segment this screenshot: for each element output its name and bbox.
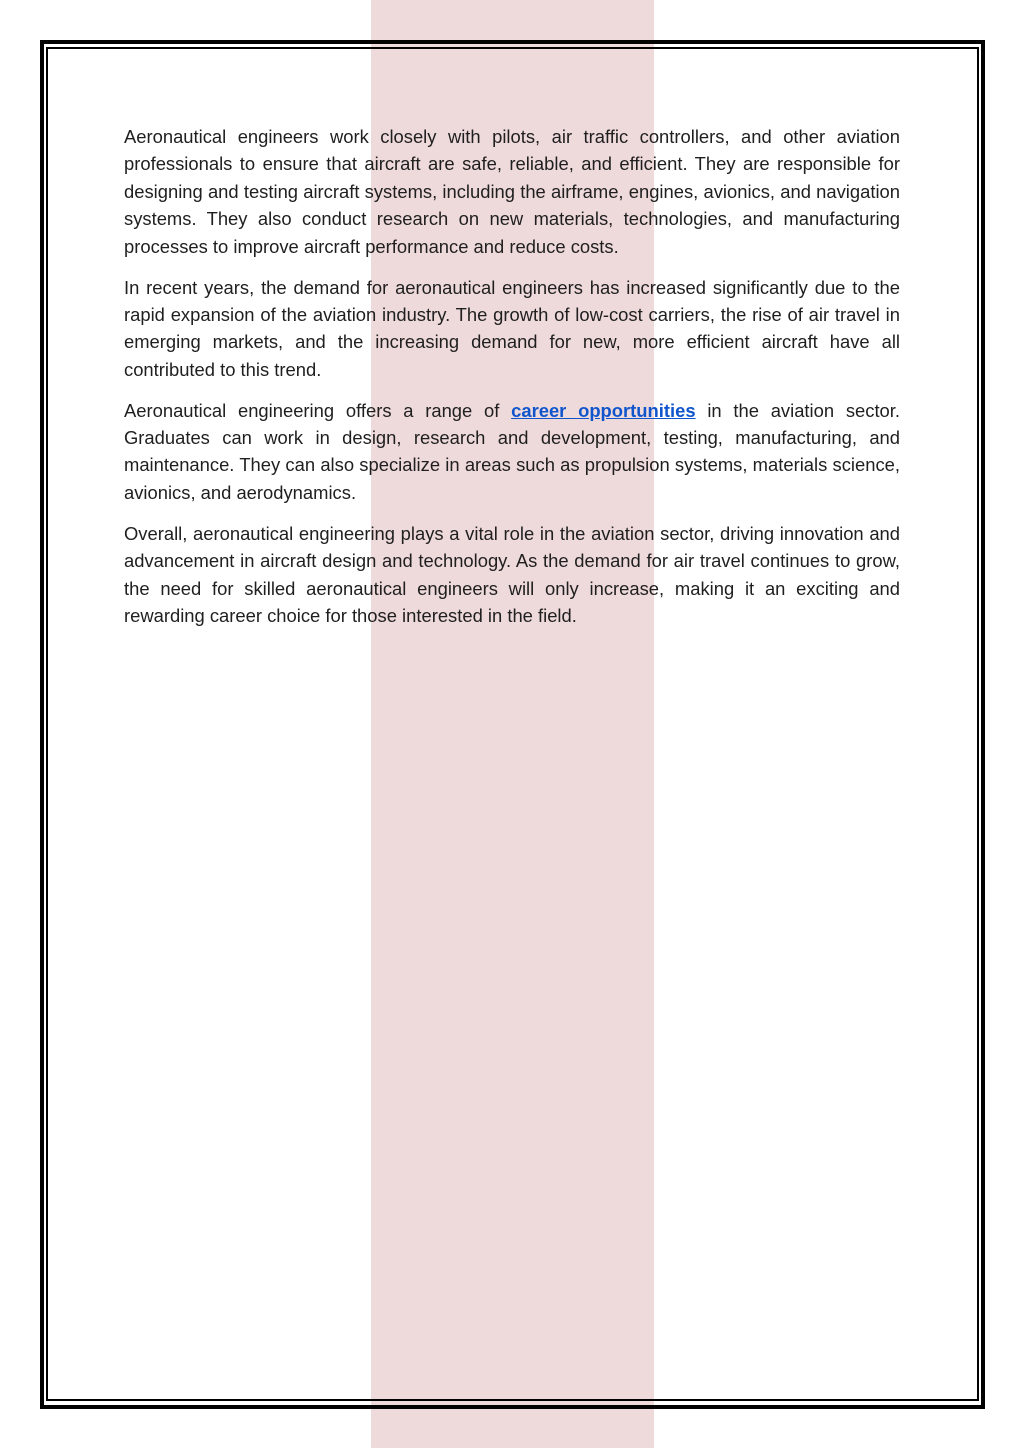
paragraph-3-before-link: Aeronautical engineering offers a range of xyxy=(124,399,512,421)
paragraph-2: In recent years, the demand for aeronautical engineers has increased significantly due to the rapid expansion of the aviation industry. The growth of low-cost carriers, the rise of air travel in emerging markets, and the increasing demand for new, more efficient aircraft have all contributed to this trend. xyxy=(124,276,900,380)
document-body xyxy=(124,123,900,643)
career-opportunities-link[interactable]: career opportunities xyxy=(511,399,696,421)
paragraph-1: Aeronautical engineers work closely with pilots, air traffic controllers, and other aviation professionals to ensure that aircraft are safe, reliable, and efficient. They are responsible for designing and testing aircraft systems, including the airframe, engines, avionics, and navigation systems. They also conduct research on new materials, technologies, and manufacturing processes to improve aircraft performance and reduce costs. xyxy=(124,126,900,257)
paragraph-3-after-link: in the aviation sector. Graduates can work in design, research and development, testing, manufacturing, and maintenance. They can also specialize in areas such as propulsion systems, materials science, avionics, and aerodynamics. xyxy=(124,399,901,503)
paragraph-3 xyxy=(124,397,900,507)
paragraph-4: Overall, aeronautical engineering plays a vital role in the aviation sector, driving innovation and advancement in aircraft design and technology. As the demand for air travel continues to grow, the need for skilled aeronautical engineers will only increase, making it an exciting and rewarding career choice for those interested in the field. xyxy=(124,522,900,626)
